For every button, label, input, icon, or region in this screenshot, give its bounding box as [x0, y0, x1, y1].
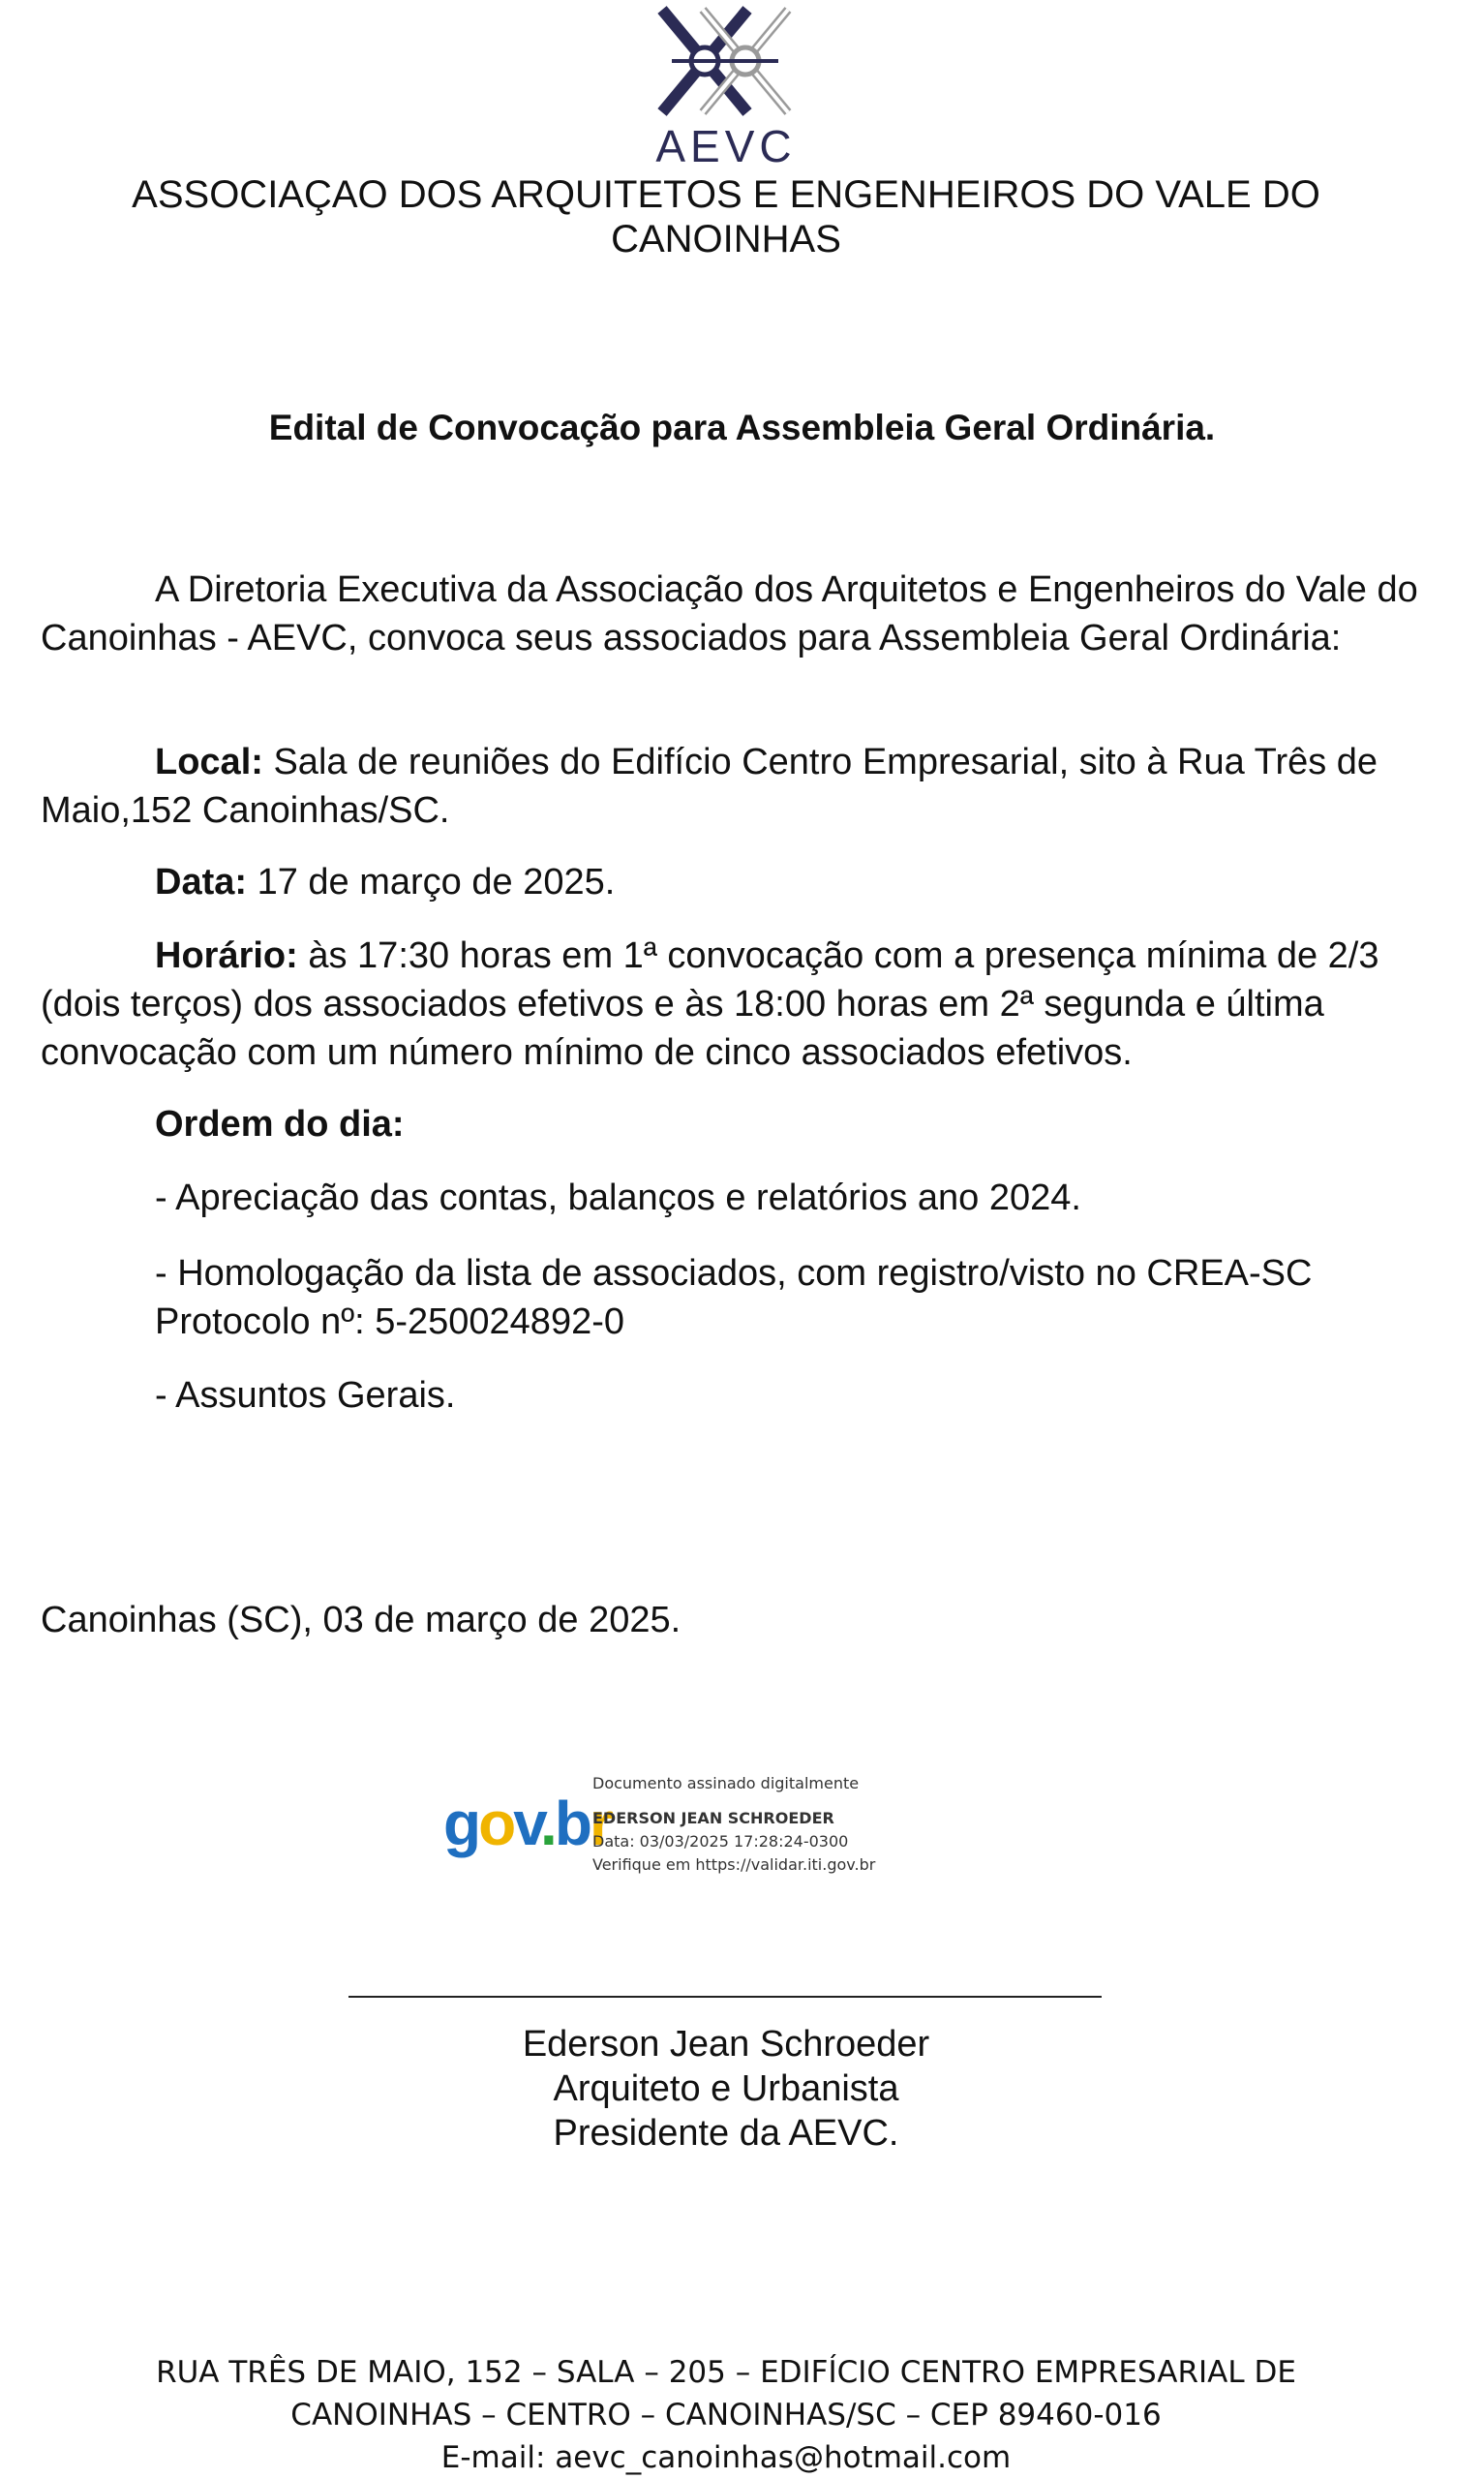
signer-position: Presidente da AEVC.: [553, 2113, 899, 2154]
ordem-item: - Homologação da lista de associados, com registro/visto no CREA-SC Protocolo nº: 5-250024892-0: [155, 1253, 1313, 1342]
local-text: Sala de reuniões do Edifício Centro Empresarial, sito à Rua Três de Maio,152 Canoinhas/SC.: [41, 742, 1378, 831]
stamp-signer: EDERSON JEAN SCHROEDER: [592, 1809, 834, 1827]
organization-name: ASSOCIAÇAO DOS ARQUITETOS E ENGENHEIROS DO VALE DO CANOINHAS: [132, 173, 1320, 260]
ordem-item: - Apreciação das contas, balanços e relatórios ano 2024.: [155, 1178, 1081, 1218]
intro-paragraph: A Diretoria Executiva da Associação dos Arquitetos e Engenheiros do Vale do Canoinhas - AEVC, convoca seus associados para Assembleia Geral Ordinária:: [41, 569, 1418, 658]
horario-paragraph: [41, 932, 1425, 1077]
horario-label: Horário:: [155, 935, 298, 976]
data-text: 17 de março de 2025.: [247, 862, 616, 903]
logo-text: AEVC: [655, 121, 797, 171]
local-label: Local:: [155, 742, 263, 782]
local-paragraph: [41, 738, 1425, 835]
signer-role: Arquiteto e Urbanista: [553, 2068, 899, 2109]
stamp-caption: Documento assinado digitalmente: [592, 1774, 860, 1792]
ordem-item: - Assuntos Gerais.: [155, 1375, 456, 1416]
stamp-date: Data: 03/03/2025 17:28:24-0300: [592, 1832, 849, 1851]
signature-line: [348, 1996, 1102, 1998]
footer-address-line2: CANOINHAS – CENTRO – CANOINHAS/SC – CEP 89460-016: [290, 2398, 1162, 2433]
data-label: Data:: [155, 862, 248, 903]
stamp-verify: Verifique em https://validar.iti.gov.br: [592, 1855, 876, 1874]
signer-name: Ederson Jean Schroeder: [522, 2024, 930, 2065]
govbr-logo: gov.br: [443, 1789, 611, 1858]
ordem-label: Ordem do dia:: [155, 1104, 405, 1145]
footer-address-line1: RUA TRÊS DE MAIO, 152 – SALA – 205 – EDIFÍCIO CENTRO EMPRESARIAL DE: [156, 2355, 1296, 2390]
horario-text: às 17:30 horas em 1ª convocação com a presença mínima de 2/3 (dois terços) dos associados efetivos e às 18:00 horas em 2ª segunda e última convocação com um número mínimo de cinco associados efetivos.: [41, 935, 1379, 1073]
data-paragraph: [41, 858, 1425, 906]
place-date: Canoinhas (SC), 03 de março de 2025.: [41, 1600, 681, 1640]
footer-email: E-mail: aevc_canoinhas@hotmail.com: [440, 2440, 1012, 2475]
document-title: Edital de Convocação para Assembleia Geral Ordinária.: [268, 408, 1216, 447]
